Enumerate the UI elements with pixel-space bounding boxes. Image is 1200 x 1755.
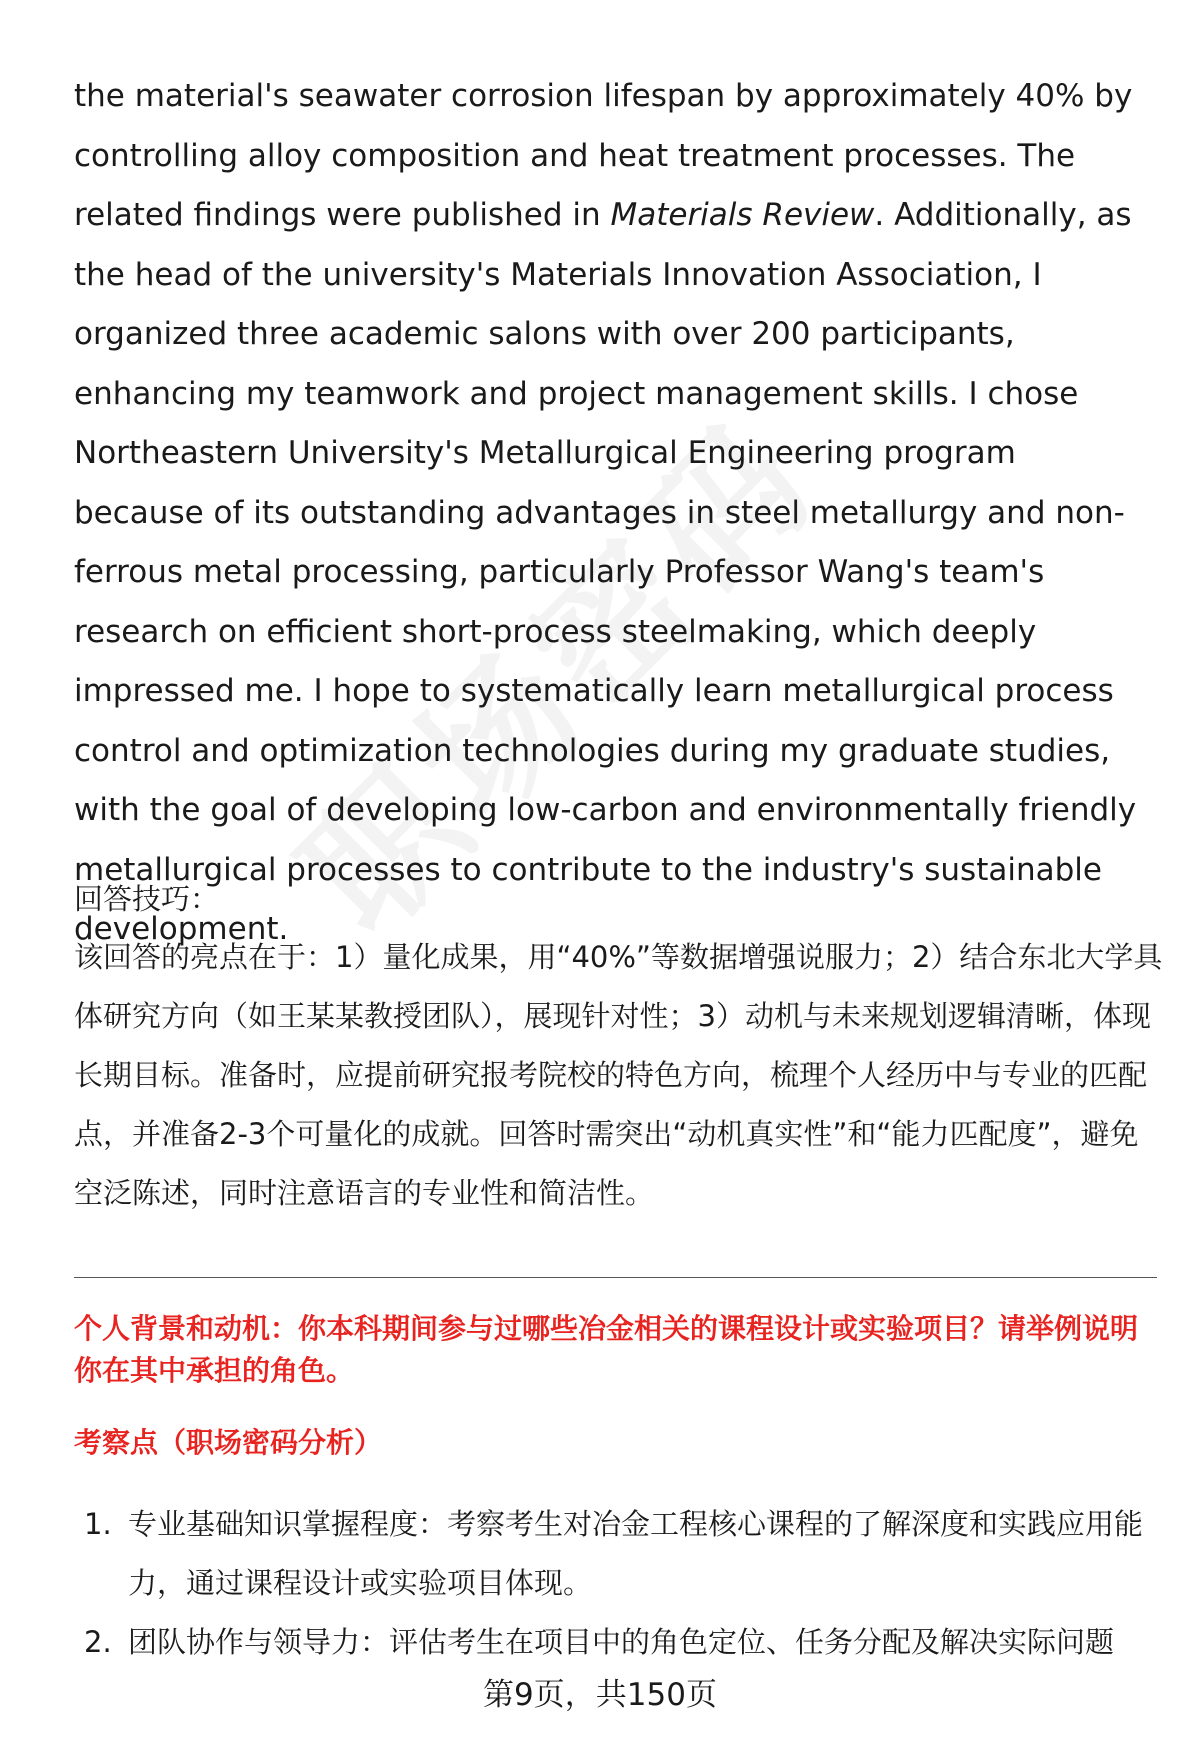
essay-text-part1: the material's seawater corrosion lifespan by approximately 40% by controlling alloy composition and heat treatment processes. The related findings were published in	[74, 78, 1133, 233]
page-number: 第9页，共150页	[483, 1677, 717, 1713]
list-item	[74, 1613, 1164, 1672]
list-item	[74, 1495, 1164, 1613]
essay-paragraph	[74, 67, 1154, 960]
list-item-text: 团队协作与领导力：评估考生在项目中的角色定位、任务分配及解决实际问题	[128, 1625, 1115, 1659]
question-title: 个人背景和动机：你本科期间参与过哪些冶金相关的课程设计或实验项目？请举例说明你在其中承担的角色。	[74, 1312, 1139, 1387]
list-item-text: 专业基础知识掌握程度：考察考生对冶金工程核心课程的了解深度和实践应用能力，通过课程设计或实验项目体现。	[128, 1507, 1144, 1600]
journal-title: Materials Review	[610, 197, 875, 233]
analysis-heading: 考察点（职场密码分析）	[74, 1426, 383, 1459]
list-item-number: 2.	[84, 1625, 112, 1659]
tips-text: 该回答的亮点在于：1）量化成果，用“40%”等数据增强说服力；2）结合东北大学具体研究方向（如王某某教授团队），展现针对性；3）动机与未来规划逻辑清晰，体现长期目标。准备时，应提前研究报考院校的特色方向，梳理个人经历中与专业的匹配点，并准备2-3个可量化的成就。回答时需突出“动机真实性”和“能力匹配度”，避免空泛陈述，同时注意语言的专业性和简洁性。	[74, 940, 1163, 1210]
essay-text-part2: . Additionally, as the head of the university's Materials Innovation Association, I organized three academic salons with over 200 participants, enhancing my teamwork and project management skills. I chose Northeastern University's Metallurgical Engineering program because of its outstanding advantages in steel metallurgy and non-ferrous metal processing, particularly Professor Wang's team's research on efficient short-process steelmaking, which deeply impressed me. I hope to systematically learn metallurgical process control and optimization technologies during my graduate studies, with the goal of developing low-carbon and environmentally friendly metallurgical processes to contribute to the industry's sustainable development.	[74, 197, 1137, 947]
tips-label: 回答技巧：	[74, 882, 220, 916]
analysis-list	[74, 1495, 1164, 1672]
list-item-number: 1.	[84, 1507, 112, 1541]
section-divider	[74, 1277, 1157, 1278]
